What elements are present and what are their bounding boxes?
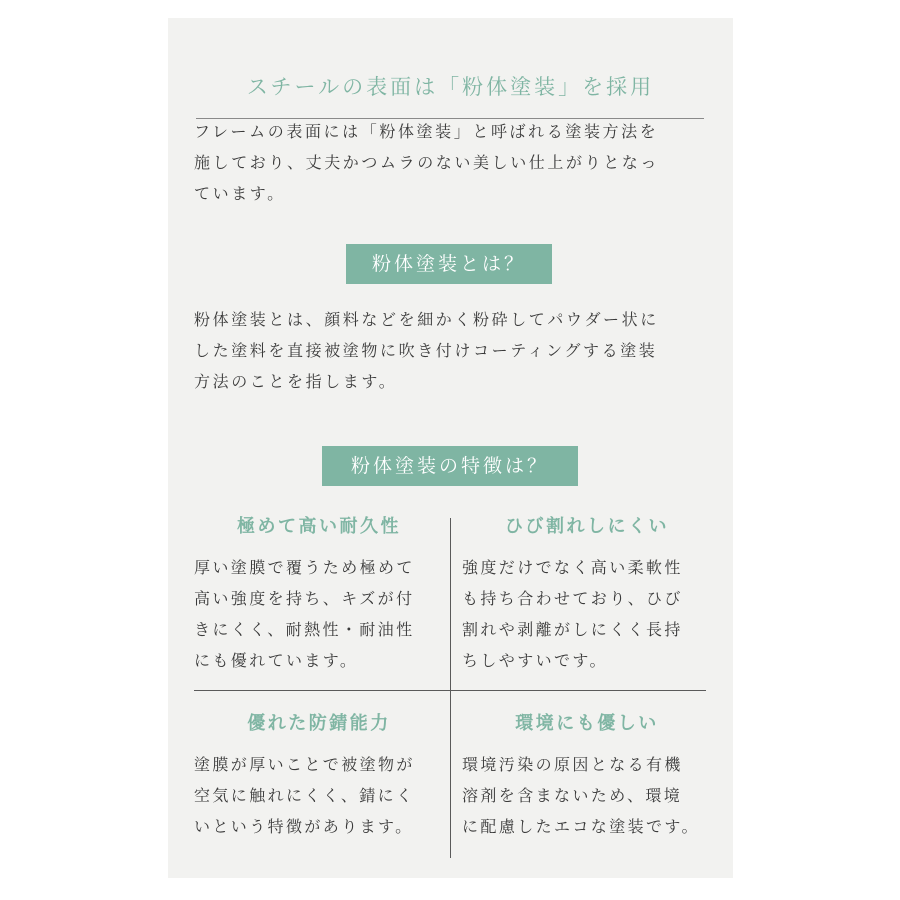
intro-paragraph: フレームの表面には「粉体塗装」と呼ばれる塗装方法を 施しており、丈夫かつムラのない美しい仕上がりとなっ ています。 [194, 122, 660, 203]
feature-title-rust-prevention: 優れた防錆能力 [247, 713, 391, 734]
feature-text-eco-friendly: 環境汚染の原因となる有機 溶剤を含まないため、環境 に配慮したエコな塗装です。 [462, 755, 700, 836]
feature-text-rust-prevention: 塗膜が厚いことで被塗物が 空気に触れにくく、錆にく いという特徴があります。 [194, 755, 415, 836]
feature-text-crack-resistance: 強度だけでなく高い柔軟性 も持ち合わせており、ひび 割れや剥離がしにくく長持 ちしやすいです。 [462, 558, 683, 670]
feature-title-crack-resistance: ひび割れしにくい [505, 516, 669, 537]
content-panel [168, 18, 733, 878]
page-title: スチールの表面は「粉体塗装」を採用 [246, 75, 655, 99]
feature-title-durability: 極めて高い耐久性 [237, 516, 401, 537]
definition-paragraph: 粉体塗装とは、顔料などを細かく粉砕してパウダー状に した塗料を直接被塗物に吹き付けコーティングする塗装 方法のことを指します。 [194, 310, 659, 391]
feature-title-eco-friendly: 環境にも優しい [515, 713, 659, 734]
section-badge-what-is: 粉体塗装とは？ [346, 244, 552, 284]
feature-text-durability: 厚い塗膜で覆うため極めて 高い強度を持ち、キズが付 きにくく、耐熱性・耐油性 にも優れています。 [194, 558, 415, 670]
features-horizontal-divider [194, 690, 706, 691]
section-badge-features: 粉体塗装の特徴は？ [322, 446, 578, 486]
